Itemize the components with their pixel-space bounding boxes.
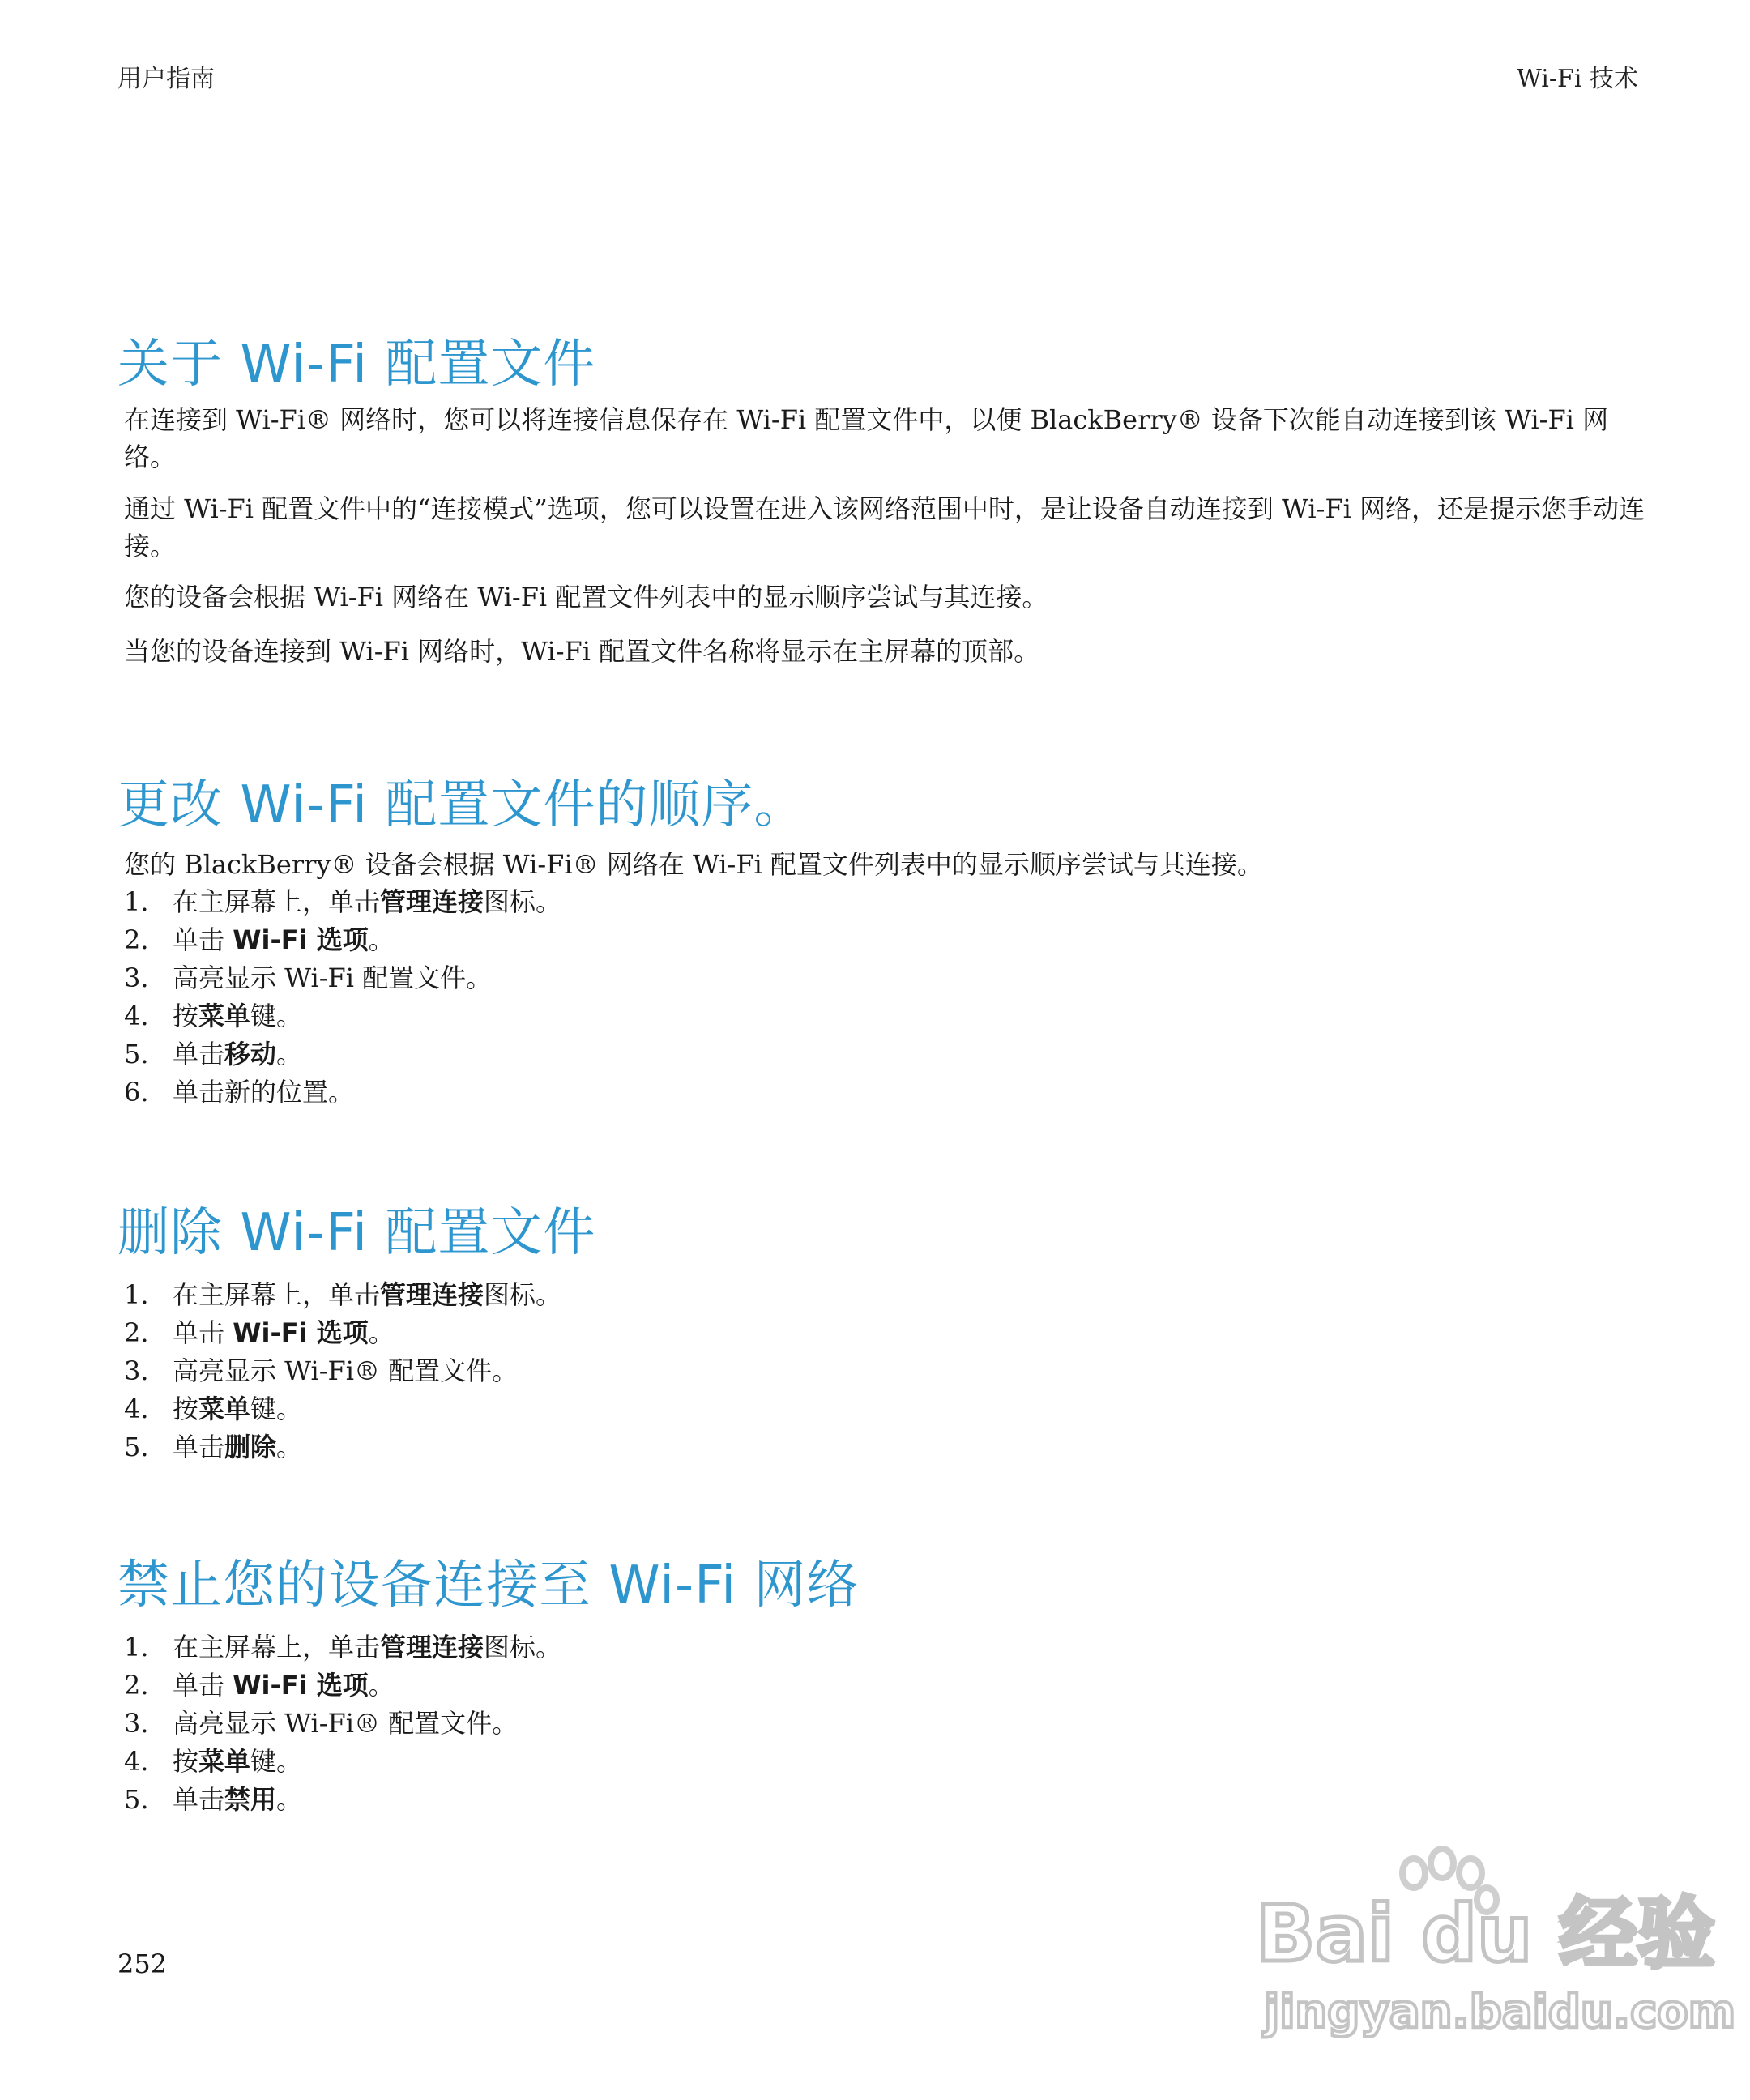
list-item: 3. 高亮显示 Wi-Fi® 配置文件。 — [124, 1708, 519, 1739]
list-item: 4. 按菜单键。 — [124, 1394, 303, 1424]
running-header-right: Wi-Fi 技术 — [1517, 65, 1638, 93]
list-item: 5. 单击禁用。 — [124, 1784, 303, 1815]
running-header-left: 用户指南 — [117, 65, 215, 93]
list-item: 2. 单击 Wi-Fi 选项。 — [124, 1317, 395, 1348]
list-item: 3. 高亮显示 Wi-Fi 配置文件。 — [124, 962, 493, 993]
section-title-delete: 删除 Wi-Fi 配置文件 — [117, 1203, 596, 1263]
list-item: 2. 单击 Wi-Fi 选项。 — [124, 924, 395, 955]
reorder-intro: 您的 BlackBerry® 设备会根据 Wi-Fi® 网络在 Wi-Fi 配置文件列表中的显示顺序尝试与其连接。 — [124, 849, 1263, 880]
list-item: 4. 按菜单键。 — [124, 1001, 303, 1031]
list-item: 1. 在主屏幕上，单击管理连接图标。 — [124, 1279, 562, 1310]
watermark-brand-text: Bai du 经验 — [1256, 1889, 1715, 1979]
list-item: 1. 在主屏幕上，单击管理连接图标。 — [124, 886, 562, 917]
list-item: 2. 单击 Wi-Fi 选项。 — [124, 1670, 395, 1701]
list-item: 3. 高亮显示 Wi-Fi® 配置文件。 — [124, 1355, 519, 1386]
section-title-reorder: 更改 Wi-Fi 配置文件的顺序。 — [117, 775, 807, 835]
list-item: 6. 单击新的位置。 — [124, 1077, 355, 1108]
list-item: 5. 单击移动。 — [124, 1039, 303, 1069]
about-paragraph: 在连接到 Wi-Fi® 网络时，您可以将连接信息保存在 Wi-Fi 配置文件中，以便 BlackBerry® 设备下次能自动连接到该 Wi-Fi 网络。 — [124, 404, 1609, 472]
delete-steps — [124, 1276, 561, 1466]
disable-steps — [124, 1628, 561, 1819]
watermark-url-text: jingyan.baidu.com — [1264, 1986, 1736, 2038]
baidu-jingyan-watermark — [1248, 1839, 1736, 2050]
list-item: 5. 单击删除。 — [124, 1432, 303, 1462]
about-paragraph: 当您的设备连接到 Wi-Fi 网络时，Wi-Fi 配置文件名称将显示在主屏幕的顶部。 — [124, 636, 1040, 667]
section-title-about: 关于 Wi-Fi 配置文件 — [117, 335, 596, 395]
list-item: 4. 按菜单键。 — [124, 1746, 303, 1777]
about-paragraph: 您的设备会根据 Wi-Fi 网络在 Wi-Fi 配置文件列表中的显示顺序尝试与其连接。 — [124, 582, 1048, 612]
page-number: 252 — [117, 1948, 168, 1979]
reorder-steps — [124, 883, 561, 1112]
about-paragraph: 通过 Wi-Fi 配置文件中的“连接模式”选项，您可以设置在进入该网络范围中时，是让设备自动连接到 Wi-Fi 网络，还是提示您手动连接。 — [124, 493, 1645, 561]
section-title-disable: 禁止您的设备连接至 Wi-Fi 网络 — [117, 1556, 860, 1616]
list-item: 1. 在主屏幕上，单击管理连接图标。 — [124, 1632, 562, 1662]
